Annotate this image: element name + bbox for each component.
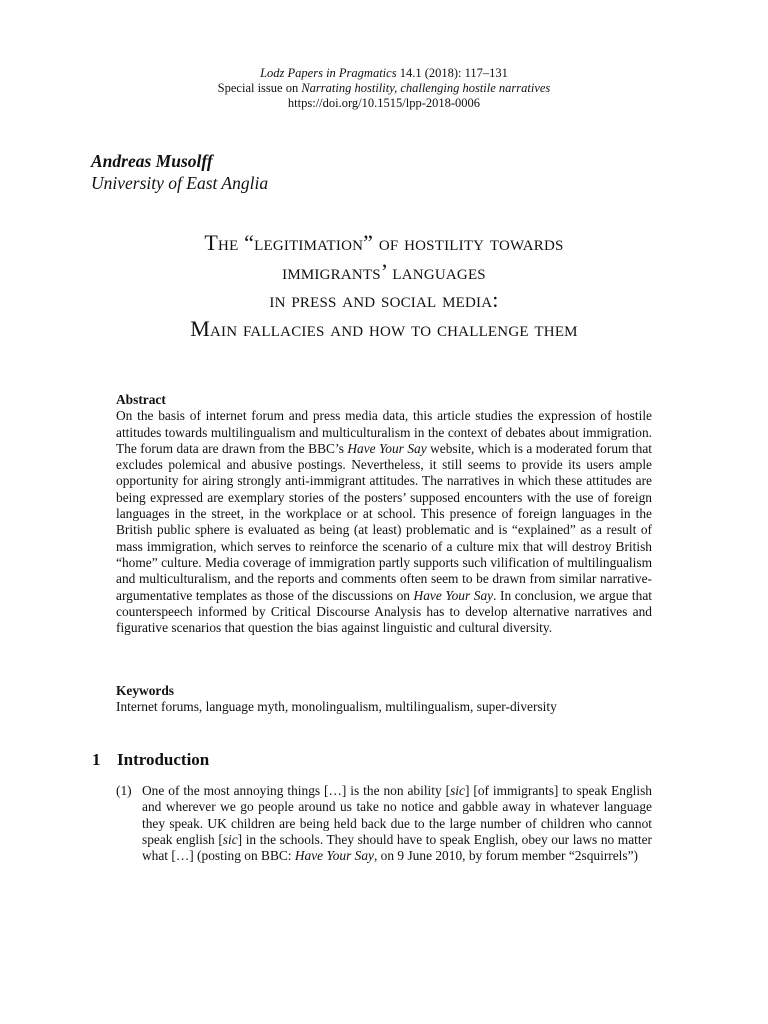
abstract-text-1: On the basis of internet forum and press media data, this article studies the expression of hostile attitudes towards multilingualism and multiculturalism in the context of debates about immigration. The forum data are drawn from the BBC’s bbox=[116, 408, 652, 456]
abstract-italic-2: Have Your Say bbox=[413, 587, 494, 603]
abstract-text-2: website, which is a moderated forum that excludes polemical and abusive postings. Nevertheless, it still seems to provide its users ample opportunity for airing strongly anti-immigrant attitudes. The narratives in which these attitudes are being expressed are exemplary stories of the posters’ supposed encounters with the use of foreign languages in the street, in the workplace or at school. This presence of foreign languages in the British public sphere is evaluated as being (at least) problematic and is “explained” as a result of mass immigration, which serves to reinforce the scenario of a culture mix that will destroy British “home” culture. Media coverage of immigration partly supports such vilification of multilingualism and multiculturalism, and the reports and comments often seem to be drawn from similar narrative-argumentative templates as those of the discussions on bbox=[116, 440, 652, 603]
author-name: Andreas Musolff bbox=[91, 151, 213, 171]
example-text bbox=[142, 783, 652, 864]
example-text-2: ] [of immigrants] to speak English and wherever we go people around us take no notice and gabble away in whatever language they speak. UK children are being held back due to the large number of children who cannot speak english [ bbox=[142, 783, 652, 847]
keywords-heading: Keywords bbox=[116, 683, 175, 698]
title-line-1: The “legitimation” of hostility towards bbox=[204, 230, 564, 255]
example-text-3: ] in the schools. They should have to speak English, obey our laws no matter what […] (posting on BBC: bbox=[142, 831, 652, 864]
example-quote bbox=[116, 783, 652, 864]
example-text-4: , on 9 June 2010, by forum member “2squirrels”) bbox=[373, 848, 639, 864]
abstract-heading: Abstract bbox=[116, 392, 166, 407]
section-number: 1 bbox=[92, 750, 101, 769]
doi-link[interactable]: https://doi.org/10.1515/lpp-2018-0006 bbox=[287, 96, 481, 110]
abstract-section bbox=[116, 392, 652, 636]
title-line-4: Main fallacies and how to challenge them bbox=[190, 315, 578, 341]
special-issue-title: Narrating hostility, challenging hostile narratives bbox=[301, 81, 551, 95]
abstract-italic-1: Have Your Say bbox=[347, 440, 427, 456]
journal-name: Lodz Papers in Pragmatics bbox=[260, 66, 397, 80]
keywords-text: Internet forums, language myth, monolingualism, multilingualism, super-diversity bbox=[116, 699, 557, 715]
example-text-1: One of the most annoying things […] is the non ability [ bbox=[142, 783, 451, 798]
example-number: (1) bbox=[116, 783, 132, 798]
example-source-italic: Have Your Say bbox=[294, 848, 374, 864]
journal-citation-line bbox=[0, 66, 768, 81]
example-sic-1: sic bbox=[450, 783, 465, 798]
journal-volume-pages: 14.1 (2018): 117–131 bbox=[396, 66, 508, 80]
section-heading bbox=[92, 749, 209, 771]
example-sic-2: sic bbox=[222, 831, 238, 847]
abstract-text-3: . In conclusion, we argue that counterspeech informed by Critical Discourse Analysis has to develop alternative narratives and figurative scenarios that question the bias against linguistic and cultural diversity. bbox=[116, 587, 652, 636]
special-issue-line bbox=[0, 81, 768, 96]
author-block bbox=[91, 150, 268, 194]
special-issue-prefix: Special issue on bbox=[217, 81, 302, 95]
section-title: Introduction bbox=[117, 750, 210, 769]
author-affiliation: University of East Anglia bbox=[91, 173, 269, 193]
journal-header bbox=[0, 66, 768, 111]
abstract-body bbox=[116, 408, 652, 636]
title-line-3: in press and social media: bbox=[269, 287, 499, 312]
title-line-2: immigrants’ languages bbox=[282, 258, 486, 284]
keywords-section bbox=[116, 683, 652, 716]
paper-title bbox=[0, 229, 768, 343]
